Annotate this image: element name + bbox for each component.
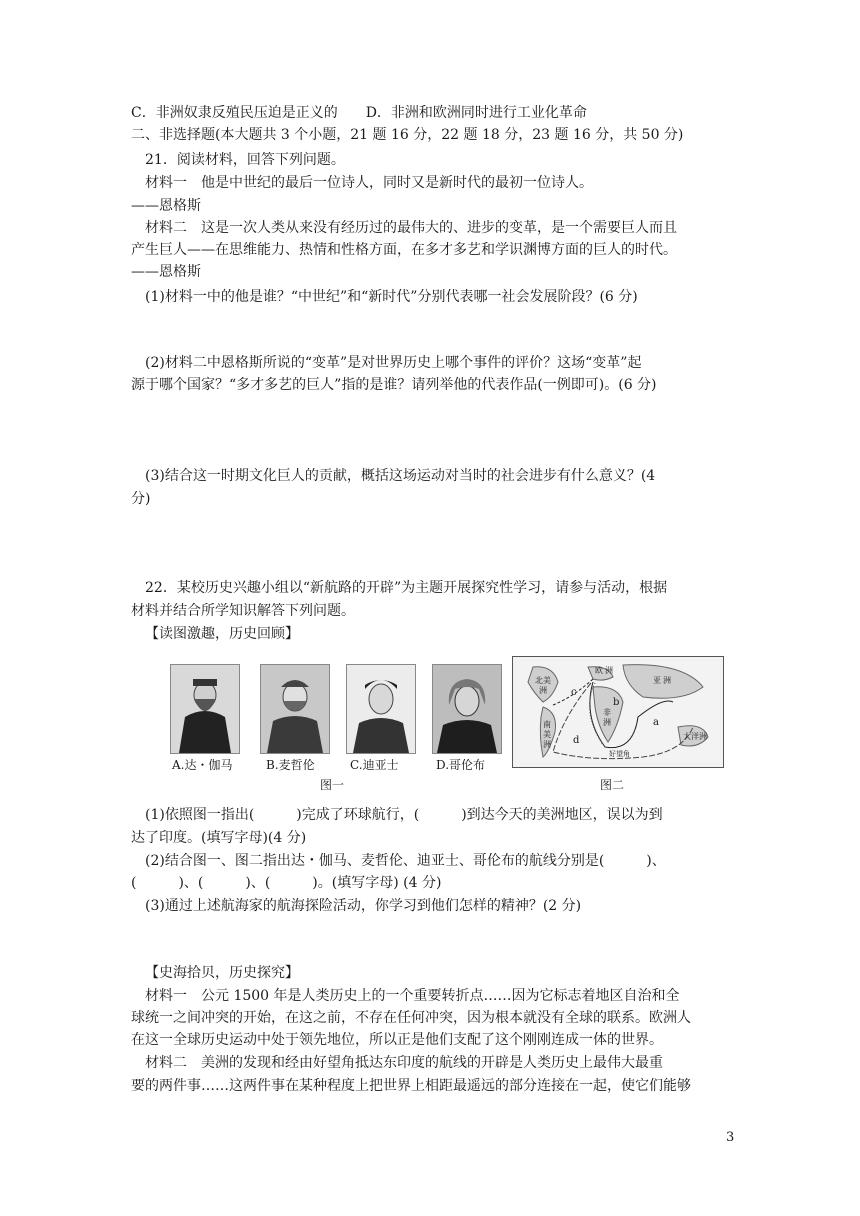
portrait-columbus bbox=[432, 664, 502, 754]
map-label-na-2: 美 bbox=[543, 676, 551, 685]
q22-1-line2: 达了印度。(填写字母)(4 分) bbox=[131, 830, 307, 846]
map-label-oceania-3: 洲 bbox=[699, 732, 707, 741]
caption-c: C.迪亚士 bbox=[350, 758, 399, 772]
q22-stem-2: 材料并结合所学知识解答下列问题。 bbox=[131, 603, 355, 619]
caption-d: D.哥伦布 bbox=[436, 758, 486, 772]
page-number: 3 bbox=[726, 1130, 735, 1145]
material2-text-2: 产生巨人——在思维能力、热情和性格方面，在多才多艺和学识渊博方面的巨人的时代。 bbox=[131, 242, 677, 258]
map-label-na-1: 北 bbox=[535, 676, 543, 685]
q22-material1-line2: 球统一之间冲突的开始，在这之前，不存在任何冲突，因为根本就没有全球的联系。欧洲人 bbox=[131, 1010, 691, 1026]
map-letter-d: d bbox=[573, 735, 580, 746]
map-label-asia-2: 洲 bbox=[663, 676, 671, 685]
voyage-map bbox=[512, 656, 724, 768]
material2-source: ——恩格斯 bbox=[131, 264, 201, 280]
map-label-sa-3: 洲 bbox=[543, 740, 551, 749]
q22-1-line1: (1)依照图一指出( )完成了环球航行，( )到达今天的美洲地区，误以为到 bbox=[145, 807, 663, 823]
q22-material2-line1: 材料二 美洲的发现和经由好望角抵达东印度的航线的开辟是人类历史上最伟大最重 bbox=[145, 1055, 663, 1071]
figure-group bbox=[170, 656, 730, 796]
q22-2-line1: (2)结合图一、图二指出达・伽马、麦哲伦、迪亚士、哥伦布的航线分别是( )、 bbox=[145, 853, 666, 869]
caption-a: A.达・伽马 bbox=[172, 758, 233, 772]
map-label-sa-1: 南 bbox=[543, 720, 551, 729]
map-label-asia-1: 亚 bbox=[653, 676, 661, 685]
q22-material1-line3: 在这一全球历史运动中处于领先地位，所以正是他们支配了这个刚刚连成一体的世界。 bbox=[131, 1032, 663, 1048]
section-history-shells: 【史海拾贝，历史探究】 bbox=[145, 965, 299, 981]
figure1-label: 图一 bbox=[320, 778, 345, 792]
q22-material2-line2: 要的两件事……这两件事在某种程度上把世界上相距最遥远的部分连接在一起，使它们能够 bbox=[131, 1078, 691, 1094]
q21-2-line2: 源于哪个国家？“多才多艺的巨人”指的是谁？请列举他的代表作品(一例即可)。(6 分) bbox=[131, 377, 657, 393]
map-letter-a: a bbox=[653, 717, 659, 728]
map-label-europe-2: 洲 bbox=[605, 666, 613, 675]
map-label-cape: 好望角 bbox=[609, 750, 630, 758]
material1-text: 材料一 他是中世纪的最后一位诗人，同时又是新时代的最初一位诗人。 bbox=[145, 175, 593, 191]
q20-option-cd: C．非洲奴隶反殖民压迫是正义的 D．非洲和欧洲同时进行工业化革命 bbox=[131, 105, 587, 121]
material2-text-1: 材料二 这是一次人类从来没有经历过的最伟大的、进步的变革，是一个需要巨人而且 bbox=[145, 220, 677, 236]
map-label-africa-1: 非 bbox=[603, 708, 611, 717]
map-label-sa-2: 美 bbox=[543, 730, 551, 739]
q22-2-line2: ( )、( )、( )。(填写字母) (4 分) bbox=[131, 875, 442, 891]
figure2-label: 图二 bbox=[600, 778, 625, 792]
q22-stem-1: 22．某校历史兴趣小组以“新航路的开辟”为主题开展探究性学习，请参与活动，根据 bbox=[145, 580, 668, 596]
q21-1: (1)材料一中的他是谁？“中世纪”和“新时代”分别代表哪一社会发展阶段？(6 分) bbox=[145, 289, 638, 305]
q21-2-line1: (2)材料二中恩格斯所说的“变革”是对世界历史上哪个事件的评价？这场“变革”起 bbox=[145, 355, 642, 371]
q22-3: (3)通过上述航海家的航海探险活动，你学习到他们怎样的精神？(2 分) bbox=[145, 898, 582, 914]
map-label-africa-2: 洲 bbox=[603, 718, 611, 727]
portrait-magellan bbox=[260, 664, 330, 754]
map-label-europe-1: 欧 bbox=[595, 666, 603, 675]
map-letter-b: b bbox=[613, 697, 620, 708]
section-heading: 二、非选择题(本大题共 3 个小题，21 题 16 分，22 题 18 分，23 题 16 分，共 50 分) bbox=[131, 127, 684, 143]
q21-3-line1: (3)结合这一时期文化巨人的贡献，概括这场运动对当时的社会进步有什么意义？(4 bbox=[145, 468, 656, 484]
q21-stem: 21．阅读材料，回答下列问题。 bbox=[145, 152, 345, 168]
q22-material1-line1: 材料一 公元 1500 年是人类历史上的一个重要转折点……因为它标志着地区自治和全 bbox=[145, 988, 680, 1004]
map-label-oceania-1: 大 bbox=[683, 732, 691, 741]
caption-b: B.麦哲伦 bbox=[266, 758, 315, 772]
portrait-da-gama bbox=[170, 664, 240, 754]
map-label-na-3: 洲 bbox=[539, 686, 547, 695]
section-read-pictures: 【读图激趣，历史回顾】 bbox=[145, 626, 299, 642]
map-letter-c: c bbox=[571, 687, 577, 698]
portrait-dias bbox=[346, 664, 416, 754]
map-label-oceania-2: 洋 bbox=[691, 732, 699, 741]
q21-3-line2: 分) bbox=[131, 491, 151, 507]
material1-source: ——恩格斯 bbox=[131, 198, 201, 214]
